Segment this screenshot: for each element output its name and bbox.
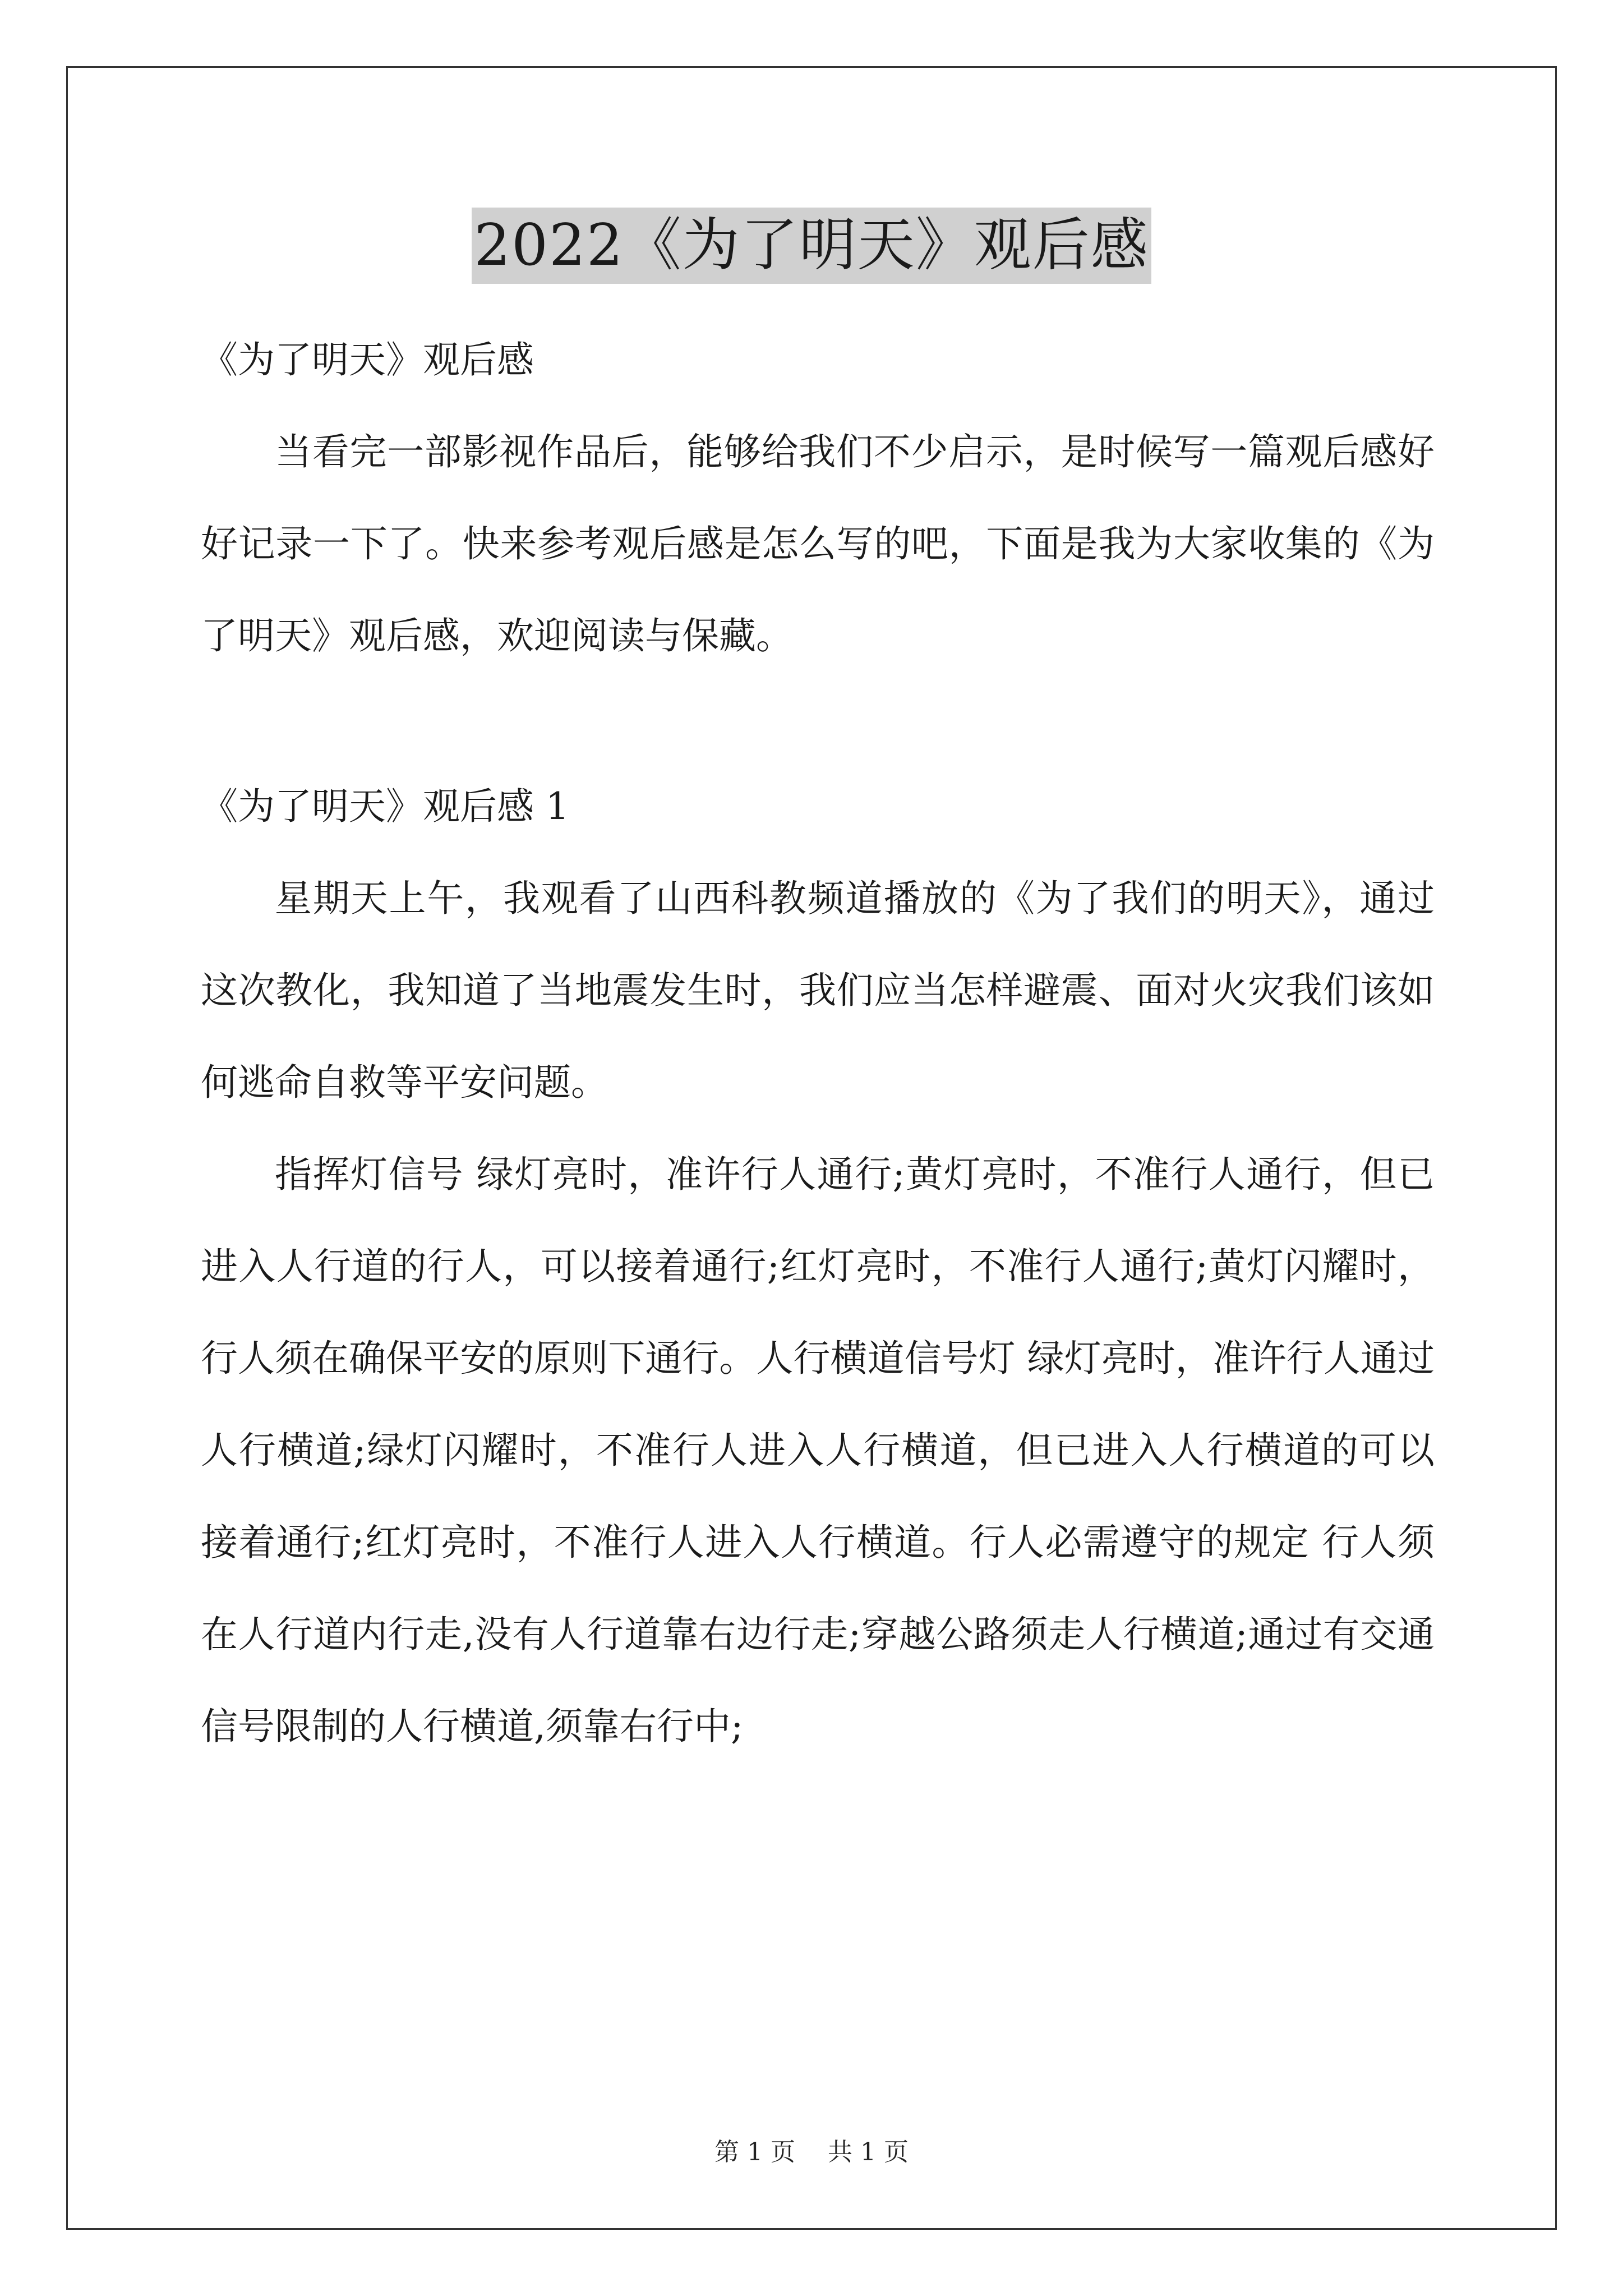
section1-paragraph-2: 指挥灯信号 绿灯亮时，准许行人通行;黄灯亮时，不准行人通行，但已进入人行道的行人，可以接着通行;红灯亮时，不准行人通行;黄灯闪耀时，行人须在确保平安的原则下通行。人行横道信号灯 绿灯亮时，准许行人通过人行横道;绿灯闪耀时，不准行人进入人行横道，但已进入人行横道的可以接着通行;红灯亮时，不准行人进入人行横道。行人必需遵守的规定 行人须在人行道内行走,没有人行道靠右边行走;穿越公路须走人行横道;通过有交通信号限制的人行横道,须靠右行中; <box>201 1153 1435 1748</box>
page-number: 第 1 页 <box>714 2138 795 2166</box>
section1-heading: 《为了明天》观后感 1 <box>201 785 569 828</box>
document-body <box>201 314 1435 1773</box>
title-container <box>0 208 1623 284</box>
intro-paragraph: 当看完一部影视作品后，能够给我们不少启示，是时候写一篇观后感好好记录一下了。快来参考观后感是怎么写的吧，下面是我为大家收集的《为了明天》观后感，欢迎阅读与保藏。 <box>201 430 1435 657</box>
section-spacer <box>201 682 1435 761</box>
page-footer <box>0 2132 1623 2168</box>
intro-heading: 《为了明天》观后感 <box>201 338 534 381</box>
page-total: 共 1 页 <box>828 2138 909 2166</box>
document-title: 2022《为了明天》观后感 <box>472 208 1151 284</box>
section1-paragraph-1: 星期天上午，我观看了山西科教频道播放的《为了我们的明天》，通过这次教化，我知道了当地震发生时，我们应当怎样避震、面对火灾我们该如何逃命自救等平安问题。 <box>201 877 1435 1104</box>
